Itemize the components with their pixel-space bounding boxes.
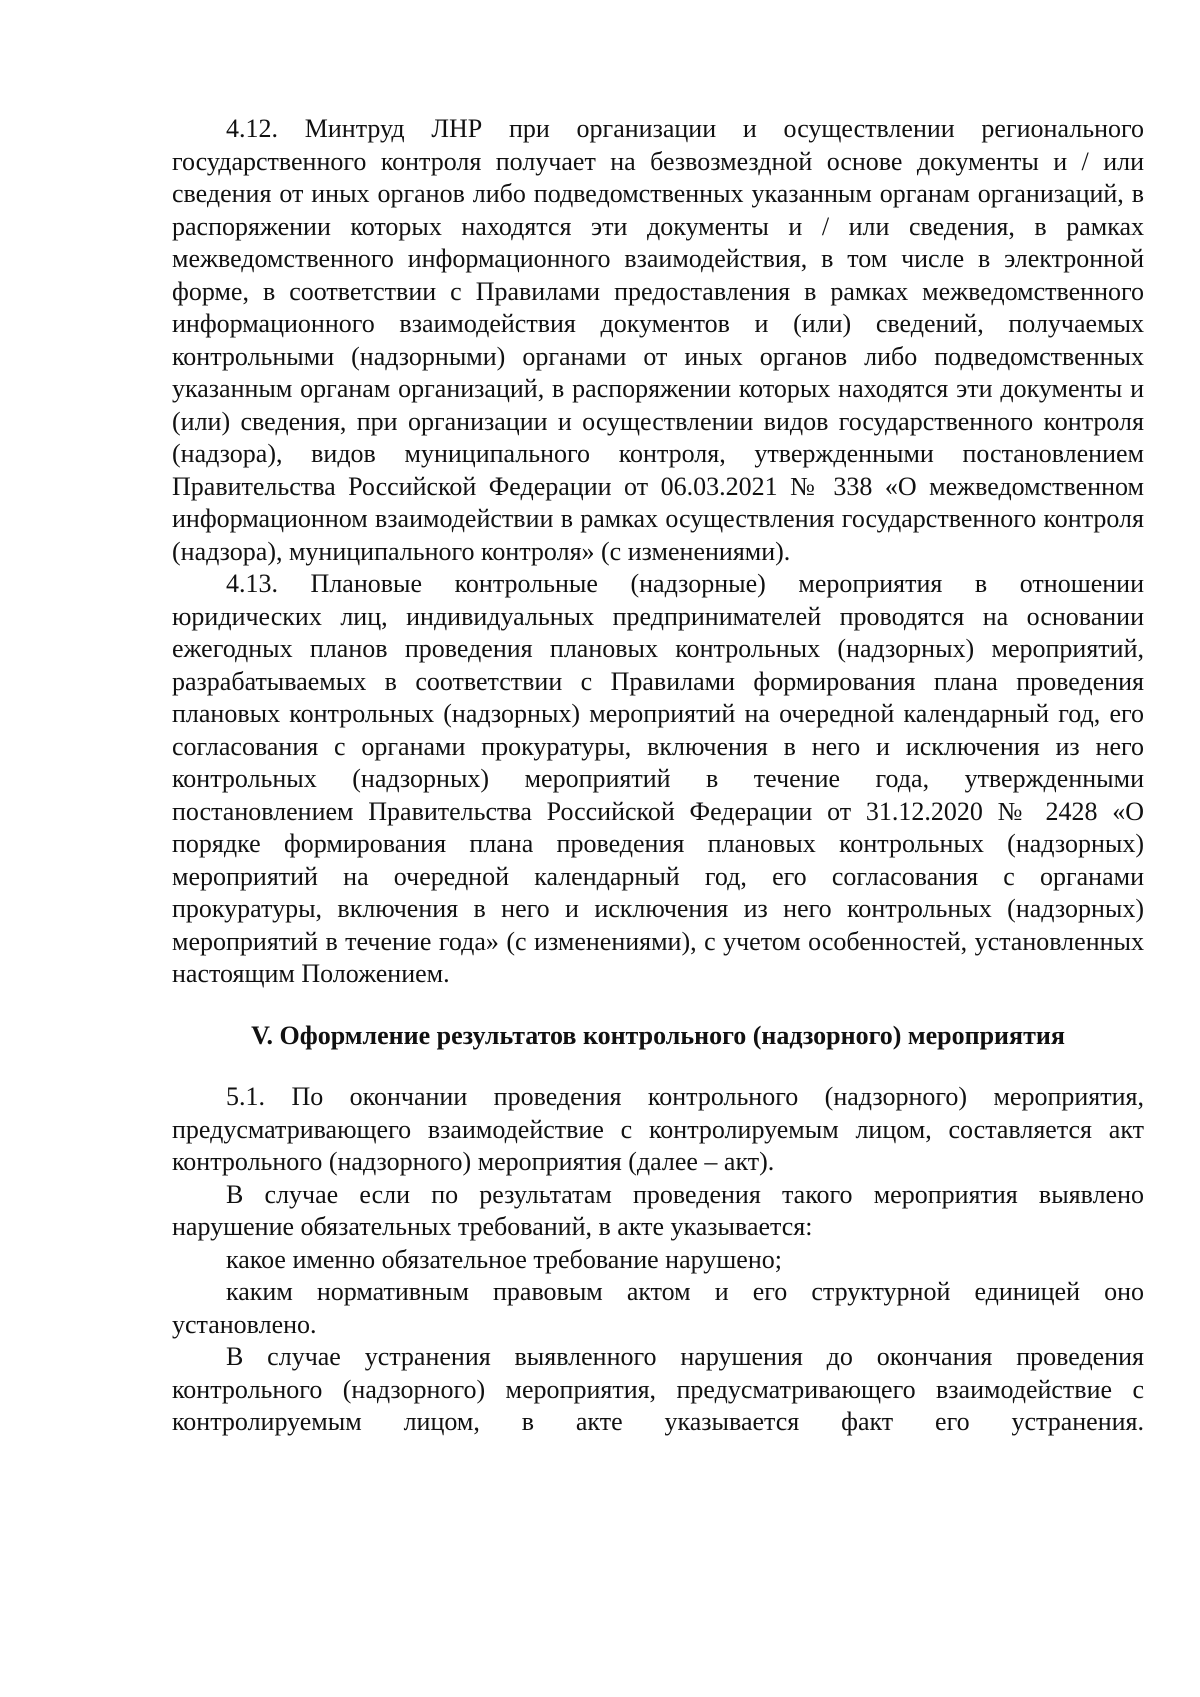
paragraph-elimination-case: В случае устранения выявленного нарушения до окончания проведения контрольного (надзорного) мероприятия, предусматривающего взаимодействие с контролируемым лицом, в акте указывается факт его устранения. [172,1342,1144,1436]
paragraph-violation-case: В случае если по результатам проведения такого мероприятия выявлено нарушение обязательных требований, в акте указывается: [172,1179,1144,1241]
document-body [172,113,1144,1439]
paragraph-requirement-item: какое именно обязательное требование нарушено; [226,1244,782,1274]
paragraph-5-1: 5.1. По окончании проведения контрольного (надзорного) мероприятия, предусматривающего взаимодействие с контролируемым лицом, составляется акт контрольного (надзорного) мероприятия (далее – акт). [172,1082,1144,1176]
paragraph-4-13: 4.13. Плановые контрольные (надзорные) мероприятия в отношении юридических лиц, индивидуальных предпринимателей проводятся на основании ежегодных планов проведения плановых контрольных (надзорных) мероприятий, разрабатываемых в соответствии с Правилами формирования плана проведения плановых контрольных (надзорных) мероприятий на очередной календарный год, его согласования с органами прокуратуры, включения в него и исключения из него контрольных (надзорных) мероприятий в течение года, утвержденными постановлением Правительства Российской Федерации от 31.12.2020 № 2428 «О порядке формирования плана проведения плановых контрольных (надзорных) мероприятий на очередной календарный год, его согласования с органами прокуратуры, включения в него и исключения из него контрольных (надзорных) мероприятий в течение года» (с изменениями), с учетом особенностей, установленных настоящим Положением. [172,569,1144,988]
paragraph-4-12: 4.12. Минтруд ЛНР при организации и осуществлении регионального государственного контроля получает на безвозмездной основе документы и / или сведения от иных органов либо подведомственных указанным органам организаций, в распоряжении которых находятся эти документы и / или сведения, в рамках межведомственного информационного взаимодействия, в том числе в электронной форме, в соответствии с Правилами предоставления в рамках межведомственного информационного взаимодействия документов и (или) сведений, получаемых контрольными (надзорными) органами от иных органов либо подведомственных указанным органам организаций, в распоряжении которых находятся эти документы и (или) сведения, при организации и осуществлении видов государственного контроля (надзора), видов муниципального контроля, утвержденными постановлением Правительства Российской Федерации от 06.03.2021 № 338 «О межведомственном информационном взаимодействии в рамках осуществления государственного контроля (надзора), муниципального контроля» (с изменениями). [172,114,1144,566]
section-heading: V. Оформление результатов контрольного (надзорного) мероприятия [251,1020,1065,1050]
paragraph-legal-act-item: каким нормативным правовым актом и его структурной единицей оно установлено. [172,1277,1144,1339]
